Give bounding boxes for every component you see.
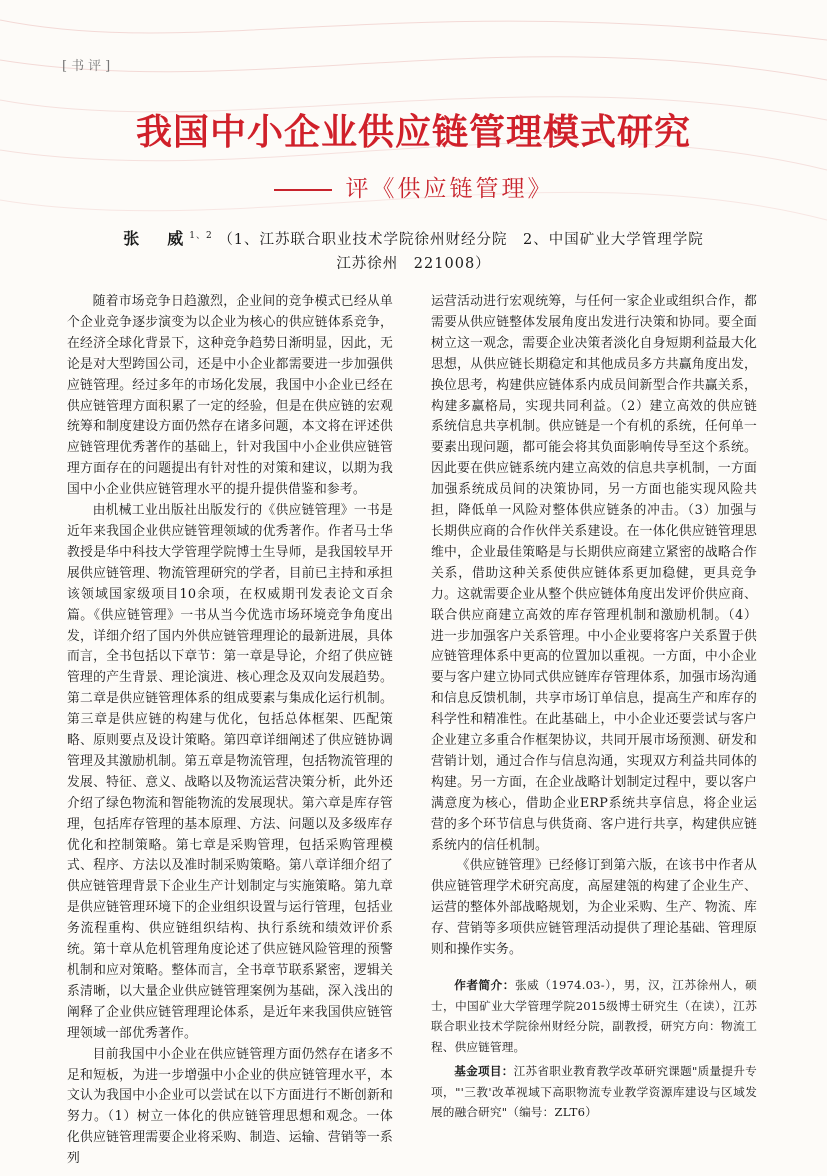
body-column-right <box>431 292 757 1123</box>
author-affiliation-line1: （1、江苏联合职业技术学院徐州财经分院 2、中国矿业大学管理学院 <box>218 231 704 248</box>
fund-label: 基金项目： <box>454 1064 514 1078</box>
paragraph: 由机械工业出版社出版发行的《供应链管理》一书是近年来我国企业供应链管理领域的优秀著作。作者马士华教授是华中科技大学管理学院博士生导师，是我国较早开展供应链管理、物流管理研究的学者，目前已主持和承担该领域国家级项目10余项，在权威期刊发表论文百余篇。《供应链管理》一书从当今优选市场环境竞争角度出发，详细介绍了国内外供应链管理理论的最新进展，具体而言，全书包括以下章节：第一章是导论，介绍了供应链管理的产生背景、理论演进、核心理念及双向发展趋势。第二章是供应链管理体系的组成要素与集成化运行机制。第三章是供应链的构建与优化，包括总体框架、匹配策略、原则要点及设计策略。第四章详细阐述了供应链协调管理及其激励机制。第五章是物流管理，包括物流管理的发展、特征、意义、战略以及物流运营决策分析，此外还介绍了绿色物流和智能物流的发展现状。第六章是库存管理，包括库存管理的基本原理、方法、问题以及多级库存优化和控制策略。第七章是采购管理，包括采购管理模式、程序、方法以及准时制采购策略。第八章详细介绍了供应链管理背景下企业生产计划制定与实施策略。第九章是供应链管理环境下的企业组织设置与运行管理，包括业务流程重构、供应链组织结构、执行系统和绩效评价系统。第十章从危机管理角度论述了供应链风险管理的预警机制和应对策略。整体而言，全书章节联系紧密，逻辑关系清晰，以大量企业供应链管理案例为基础，深入浅出的阐释了企业供应链管理理论体系，是近年来我国供应链管理领域一部优秀著作。 <box>67 503 393 1041</box>
author-intro-text: 张威（1974.03-），男，汉，江苏徐州人，硕士，中国矿业大学管理学院2015级博士研究生（在读），江苏联合职业技术学院徐州财经分院，副教授，研究方向：物流工程、供应链管理。 <box>431 978 757 1054</box>
subtitle-dash <box>274 189 332 191</box>
fund-text: 江苏省职业教育教学改革研究课题"质量提升专项，"'三教'改革视域下高职物流专业教学资源库建设与区域发展的融合研究"（编号：ZLT6） <box>431 1064 757 1119</box>
fund-info <box>431 1061 757 1123</box>
section-tag: [书评] <box>62 59 115 74</box>
paragraph: 目前我国中小企业在供应链管理方面仍然存在诸多不足和短板，为进一步增强中小企业的供应链管理水平，本文认为我国中小企业可以尝试在以下方面进行不断创新和努力。（1）树立一体化的供应链管理思想和观念。一体化供应链管理需要企业将采购、制造、运输、营销等一系列 <box>67 1046 393 1167</box>
author-affiliation-marks: 1、2 <box>189 231 213 241</box>
paragraph: 随着市场竞争日趋激烈，企业间的竞争模式已经从单个企业竞争逐步演变为以企业为核心的供应链体系竞争，在经济全球化背景下，这种竞争趋势日渐明显，因此，无论是对大型跨国公司，还是中小企业都需要进一步加强供应链管理。经过多年的市场化发展，我国中小企业已经在供应链管理方面积累了一定的经验，但是在供应链的宏观统筹和制度建设方面仍然存在诸多问题，本文将在评述供应链管理优秀著作的基础上，针对我国中小企业供应链管理方面存在的问题提出有针对性的对策和建议，以期为我国中小企业供应链管理水平的提升提供借鉴和参考。 <box>67 294 393 498</box>
author-intro-label: 作者简介： <box>454 978 515 992</box>
author-name: 张 威 <box>123 228 190 248</box>
paragraph: 运营活动进行宏观统筹，与任何一家企业或组织合作，都需要从供应链整体发展角度出发进行决策和协同。要全面树立这一观念，需要企业决策者淡化自身短期利益最大化思想，从供应链长期稳定和其他成员多方共赢角度出发，换位思考，构建供应链体系内成员间新型合作共赢关系，构建多赢格局，实现共同利益。（2）建立高效的供应链系统信息共享机制。供应链是一个有机的系统，任何单一要素出现问题，都可能会将其负面影响传导至这个系统。因此要在供应链系统内建立高效的信息共享机制，一方面加强系统成员间的决策协同，另一方面也能实现风险共担，降低单一风险对整体供应链条的冲击。（3）加强与长期供应商的合作伙伴关系建设。在一体化供应链管理思维中，企业最佳策略是与长期供应商建立紧密的战略合作关系，借助这种关系使供应链体系更加稳健，更具竞争力。这就需要企业从整个供应链体角度出发评价供应商、联合供应商建立高效的库存管理机制和激励机制。（4）进一步加强客户关系管理。中小企业要将客户关系置于供应链管理体系中更高的位置加以重视。一方面，中小企业要与客户建立协同式供应链库存管理体系，加强市场沟通和信息反馈机制，共享市场订单信息，提高生产和库存的科学性和精准性。在此基础上，中小企业还要尝试与客户企业建立多重合作框架协议，共同开展市场预测、研发和营销计划，通过合作与信息沟通，实现双方利益共同体的构建。另一方面，在企业战略计划制定过程中，要以客户满意度为核心，借助企业ERP系统共享信息，将企业运营的多个环节信息与供货商、客户进行共享，构建供应链系统内的信任机制。 <box>431 294 757 853</box>
subtitle-text: 评《供应链管理》 <box>345 176 554 202</box>
author-block <box>80 224 747 276</box>
article-subtitle <box>0 170 827 203</box>
paragraph: 《供应链管理》已经修订到第六版，在该书中作者从供应链管理学术研究高度，高屋建瓴的构建了企业生产、运营的整体外部战略规划，为企业采购、生产、物流、库存、营销等多项供应链管理活动提供了理论基础、管理原则和操作实务。 <box>431 858 757 958</box>
article-title: 我国中小企业供应链管理模式研究 <box>135 112 691 153</box>
author-intro <box>431 975 757 1057</box>
author-affiliation-line2: 江苏徐州 221008） <box>336 255 491 272</box>
body-column-left <box>67 292 393 1170</box>
